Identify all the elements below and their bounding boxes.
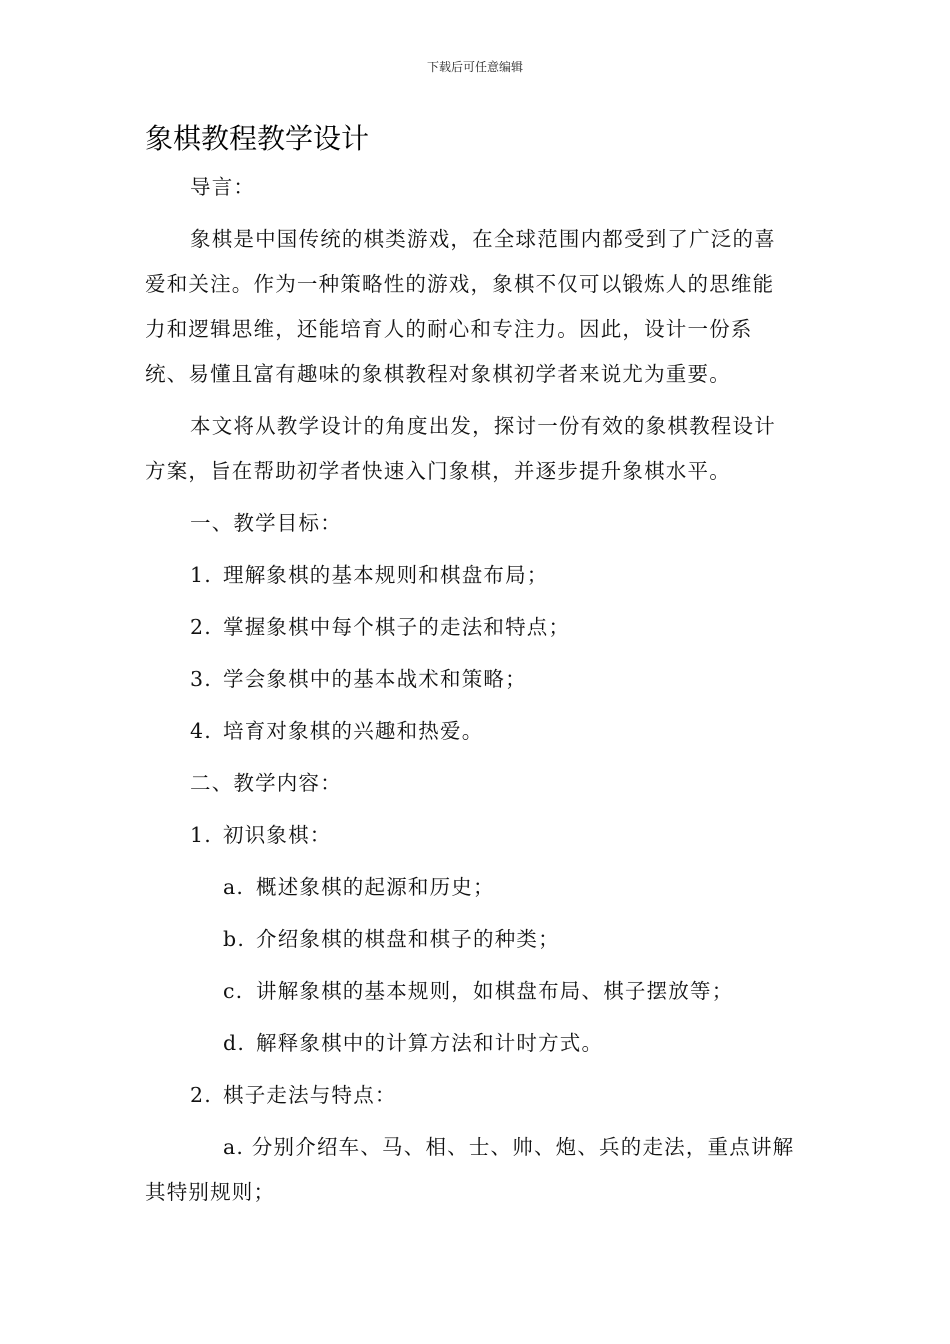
content-part-title: 棋子走法与特点：: [223, 1083, 397, 1107]
content-subitem-a: [145, 865, 795, 910]
goal-item-4: [145, 709, 795, 754]
goal-item-number: 2.: [190, 615, 212, 639]
subitem-letter: a.: [223, 875, 245, 899]
goal-item-number: 1.: [190, 563, 212, 587]
intro-paragraph-1: 象棋是中国传统的棋类游戏，在全球范围内都受到了广泛的喜爱和关注。作为一种策略性的游戏，象棋不仅可以锻炼人的思维能力和逻辑思维，还能培育人的耐心和专注力。因此，设计一份系统、易懂且富有趣味的象棋教程对象棋初学者来说尤为重要。: [145, 227, 776, 386]
content-part-2-item-a: a. 分别介绍车、马、相、士、帅、炮、兵的走法，重点讲解其特别规则；: [145, 1135, 795, 1204]
subitem-text: 概述象棋的起源和历史；: [256, 875, 495, 899]
section-2-heading: 二、教学内容：: [190, 771, 342, 795]
subitem-letter: c.: [223, 979, 244, 1003]
goal-item-text: 培育对象棋的兴趣和热爱。: [223, 719, 484, 743]
subitem-text: 讲解象棋的基本规则，如棋盘布局、棋子摆放等；: [256, 979, 734, 1003]
document-body: [145, 165, 795, 1222]
goal-item-number: 3.: [190, 667, 212, 691]
content-subitem-c: [145, 969, 795, 1014]
content-part-title: 初识象棋：: [223, 823, 332, 847]
content-part-number: 2.: [190, 1083, 212, 1107]
content-subitem-d: [145, 1021, 795, 1066]
subitem-letter: b.: [223, 927, 246, 951]
content-part-1: [145, 813, 795, 858]
document-title: 象棋教程教学设计: [145, 122, 370, 155]
content-part-number: 1.: [190, 823, 212, 847]
goal-item-text: 理解象棋的基本规则和棋盘布局；: [223, 563, 549, 587]
intro-paragraph-2: 本文将从教学设计的角度出发，探讨一份有效的象棋教程设计方案，旨在帮助初学者快速入门象棋，并逐步提升象棋水平。: [145, 414, 776, 483]
goal-item-3: [145, 657, 795, 702]
goal-item-1: [145, 553, 795, 598]
goal-item-text: 掌握象棋中每个棋子的走法和特点；: [223, 615, 571, 639]
subitem-text: 解释象棋中的计算方法和计时方式。: [256, 1031, 604, 1055]
goal-item-2: [145, 605, 795, 650]
goal-item-text: 学会象棋中的基本战术和策略；: [223, 667, 527, 691]
subitem-letter: d.: [223, 1031, 246, 1055]
subitem-text: 介绍象棋的棋盘和棋子的种类；: [256, 927, 560, 951]
goal-item-number: 4.: [190, 719, 212, 743]
intro-heading: 导言：: [190, 175, 256, 199]
section-1-heading: 一、教学目标：: [190, 511, 342, 535]
content-subitem-b: [145, 917, 795, 962]
content-part-2: [145, 1073, 795, 1118]
header-note: 下载后可任意编辑: [426, 60, 523, 74]
